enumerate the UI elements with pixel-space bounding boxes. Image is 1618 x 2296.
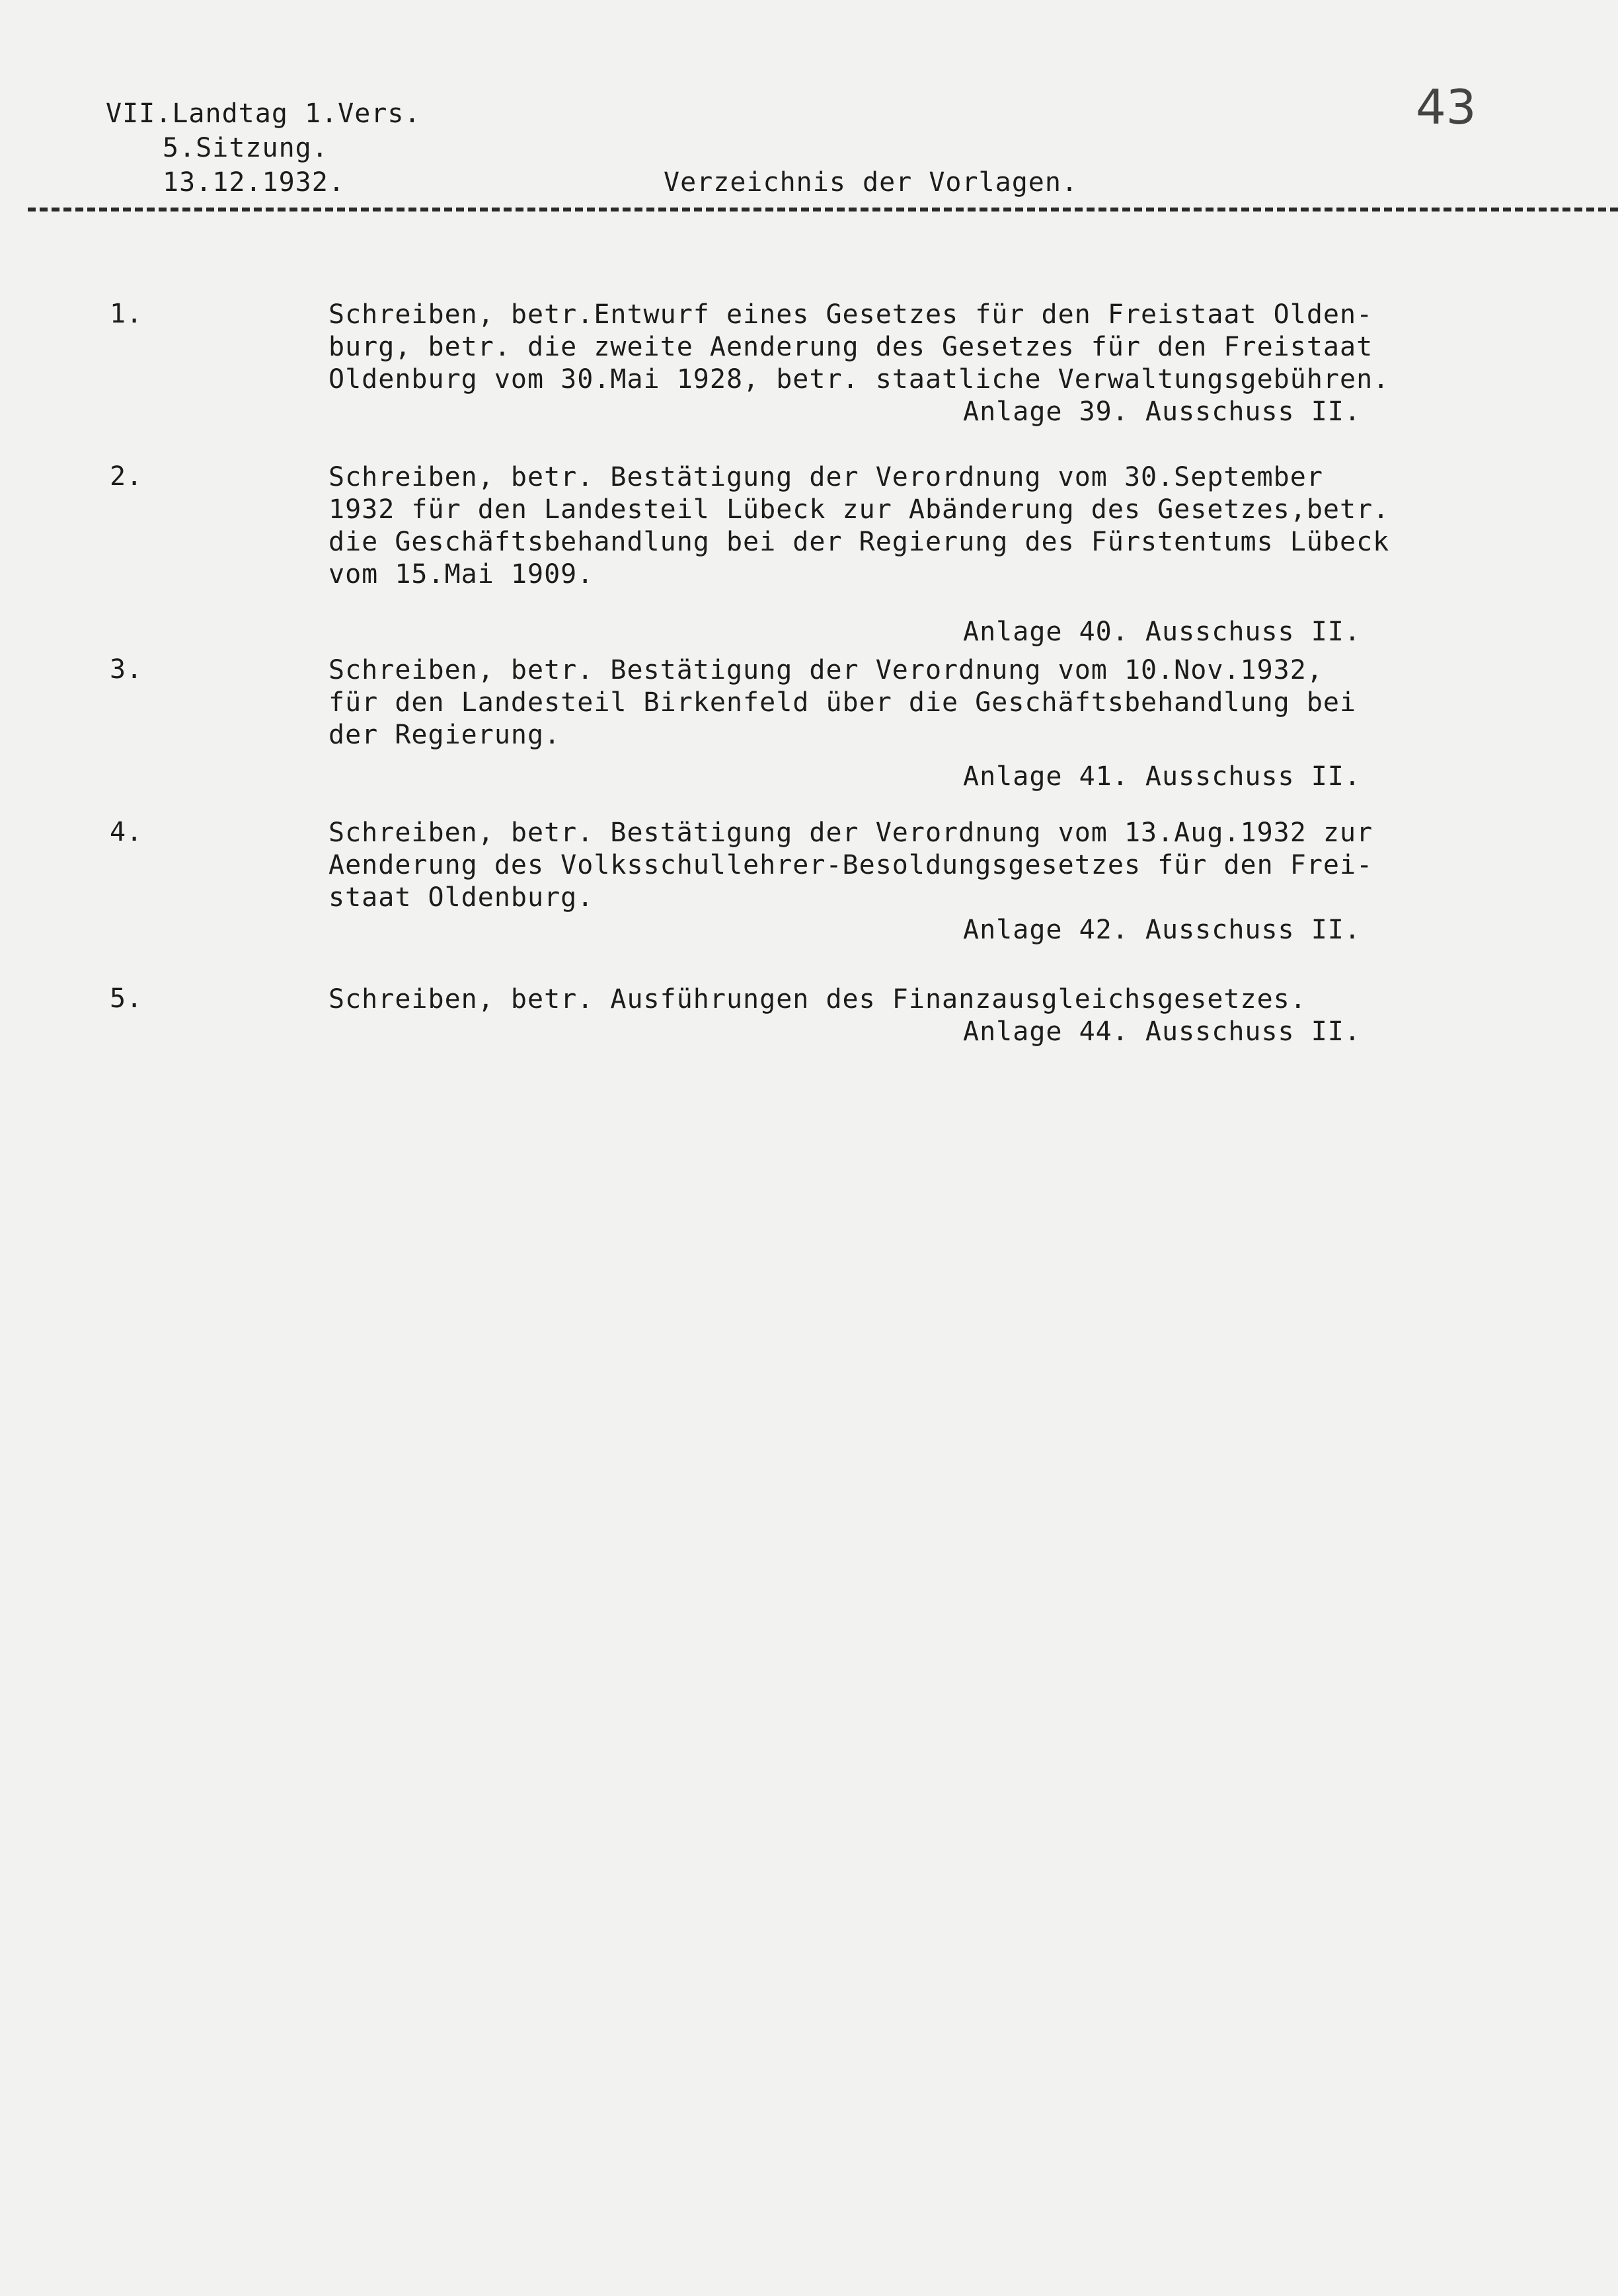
list-item <box>328 299 1604 428</box>
header-divider <box>28 208 1618 211</box>
item-number: 5. <box>110 983 143 1014</box>
header-landtag: VII.Landtag 1.Vers. <box>106 98 421 129</box>
list-item <box>328 983 1604 1048</box>
item-line: vom 15.Mai 1909. <box>328 559 594 590</box>
list-item <box>328 461 1604 648</box>
item-line: Schreiben, betr. Bestätigung der Verordnung vom 30.September <box>328 462 1323 492</box>
header-date: 13.12.1932. <box>163 167 345 198</box>
item-line: Schreiben, betr.Entwurf eines Gesetzes für den Freistaat Olden- <box>328 299 1373 330</box>
item-anlage: Anlage 44. Ausschuss II. <box>963 1016 1361 1047</box>
item-line: Schreiben, betr. Bestätigung der Verordnung vom 13.Aug.1932 zur <box>328 818 1373 848</box>
item-anlage: Anlage 40. Ausschuss II. <box>963 617 1361 647</box>
item-line: burg, betr. die zweite Aenderung des Gesetzes für den Freistaat <box>328 332 1373 362</box>
item-line: Schreiben, betr. Bestätigung der Verordnung vom 10.Nov.1932, <box>328 655 1323 685</box>
item-line: der Regierung. <box>328 720 561 750</box>
item-line: für den Landesteil Birkenfeld über die Geschäftsbehandlung bei <box>328 687 1357 718</box>
list-item <box>328 654 1604 793</box>
item-line: Oldenburg vom 30.Mai 1928, betr. staatliche Verwaltungsgebühren. <box>328 364 1390 395</box>
item-anlage: Anlage 39. Ausschuss II. <box>963 397 1361 427</box>
item-anlage: Anlage 41. Ausschuss II. <box>963 761 1361 792</box>
header-sitzung: 5.Sitzung. <box>163 133 328 163</box>
page-number: 43 <box>1416 79 1477 135</box>
item-line: Aenderung des Volksschullehrer-Besoldungsgesetzes für den Frei- <box>328 850 1373 880</box>
item-line: 1932 für den Landesteil Lübeck zur Abänderung des Gesetzes,betr. <box>328 494 1390 525</box>
page-title: Verzeichnis der Vorlagen. <box>664 167 1079 198</box>
item-anlage: Anlage 42. Ausschuss II. <box>963 915 1361 945</box>
item-line: die Geschäftsbehandlung bei der Regierung des Fürstentums Lübeck <box>328 527 1390 557</box>
item-line: Schreiben, betr. Ausführungen des Finanzausgleichsgesetzes. <box>328 984 1307 1014</box>
item-number: 3. <box>110 654 143 685</box>
item-number: 4. <box>110 817 143 847</box>
item-line: staat Oldenburg. <box>328 882 594 913</box>
item-number: 2. <box>110 461 143 492</box>
item-number: 1. <box>110 299 143 329</box>
list-item <box>328 817 1604 946</box>
